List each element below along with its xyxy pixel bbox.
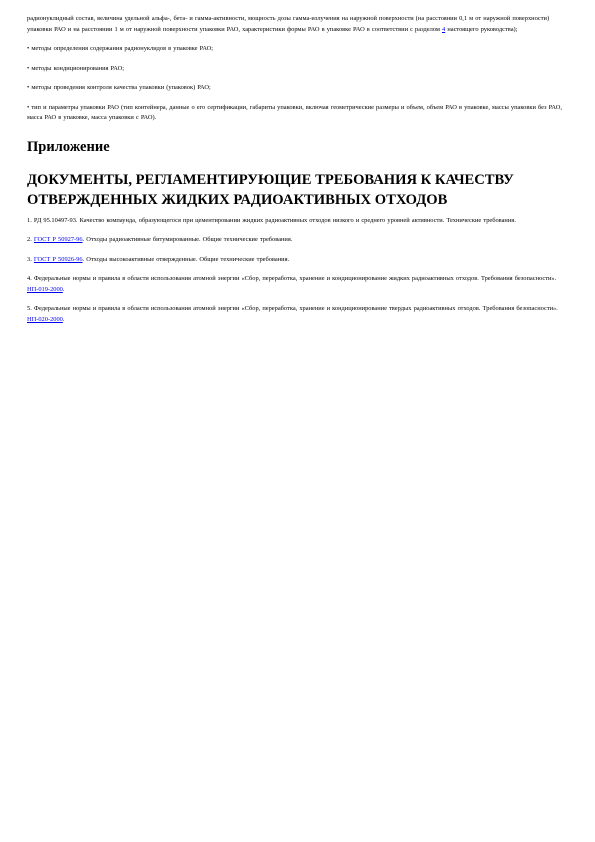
- reference-item: [27, 255, 567, 266]
- intro-text-end: настоящего руководства);: [447, 25, 518, 33]
- reference-item: [27, 235, 567, 246]
- reference-number: 2.: [27, 236, 32, 243]
- bullet-item: • методы кондиционирования РАО;: [27, 64, 124, 72]
- document-content: [27, 14, 567, 325]
- np-019-link[interactable]: НП-019-2000: [27, 285, 63, 293]
- reference-text: 1. РД 95.10497-93. Качество компаунда, образующегося при цементировании жидких радиоактивных отходов низкого и среднего уровней активности. Технические требования.: [27, 216, 516, 224]
- bullet-item: • тип и параметры упаковки РАО (тип контейнера, данные о его сертификации, габариты упаковки, включая геометрические размеры и объем, объем РАО в упаковке, массы упаковки без РАО, масса РАО в упаковке, масса упаковки с РАО).: [27, 103, 562, 121]
- reference-item: [27, 304, 567, 325]
- reference-end: .: [62, 315, 65, 323]
- document-title: ДОКУМЕНТЫ, РЕГЛАМЕНТИРУЮЩИЕ ТРЕБОВАНИЯ К КАЧЕСТВУ ОТВЕРЖДЕННЫХ ЖИДКИХ РАДИОАКТИВНЫХ ОТХОДОВ: [27, 171, 514, 208]
- reference-item: [27, 274, 567, 295]
- gost-50927-link[interactable]: ГОСТ Р 50927-96: [33, 236, 83, 243]
- bullet-item: • методы проведения контроля качества упаковки (упаковок) РАО;: [27, 84, 211, 91]
- reference-text: 5. Федеральные нормы и правила в области использования атомной энергии «Сбор, переработка, хранение и кондиционирование твердых радиоактивных отходов. Требования безопасности».: [27, 305, 558, 312]
- reference-number: 3.: [27, 255, 32, 263]
- reference-text: . Отходы радиоактивные битумированные. Общие технические требования.: [82, 236, 293, 243]
- gost-50926-link[interactable]: ГОСТ Р 50926-96: [33, 255, 83, 263]
- reference-text: . Отходы высокоактивные отвержденные. Общие технические требования.: [82, 255, 290, 263]
- intro-text: радионуклидный состав, величина удельной альфа-, бета- и гамма-активности, мощность дозы гамма-излучения на наружной поверхности (на расстоянии 0,1 м от наружной поверхности) упаковки РАО и на расстоянии 1 м от наружной поверхности упаковки РАО, характеристики формы РАО в упаковке РАО в соответствии с разделом: [27, 15, 550, 33]
- section-link[interactable]: 4: [442, 25, 446, 33]
- reference-text: 4. Федеральные нормы и правила в области использования атомной энергии «Сбор, переработка, хранение и кондиционирование жидких радиоактивных отходов. Требования безопасности».: [27, 275, 557, 282]
- reference-end: .: [62, 285, 65, 293]
- reference-item: [27, 216, 567, 227]
- reference-list: [27, 216, 567, 326]
- bullet-item: • методы определения содержания радионуклидов в упаковке РАО;: [27, 45, 214, 52]
- appendix-heading: Приложение: [27, 138, 110, 155]
- intro-continuation: [27, 14, 567, 35]
- np-020-link[interactable]: НП-020-2000: [27, 315, 63, 323]
